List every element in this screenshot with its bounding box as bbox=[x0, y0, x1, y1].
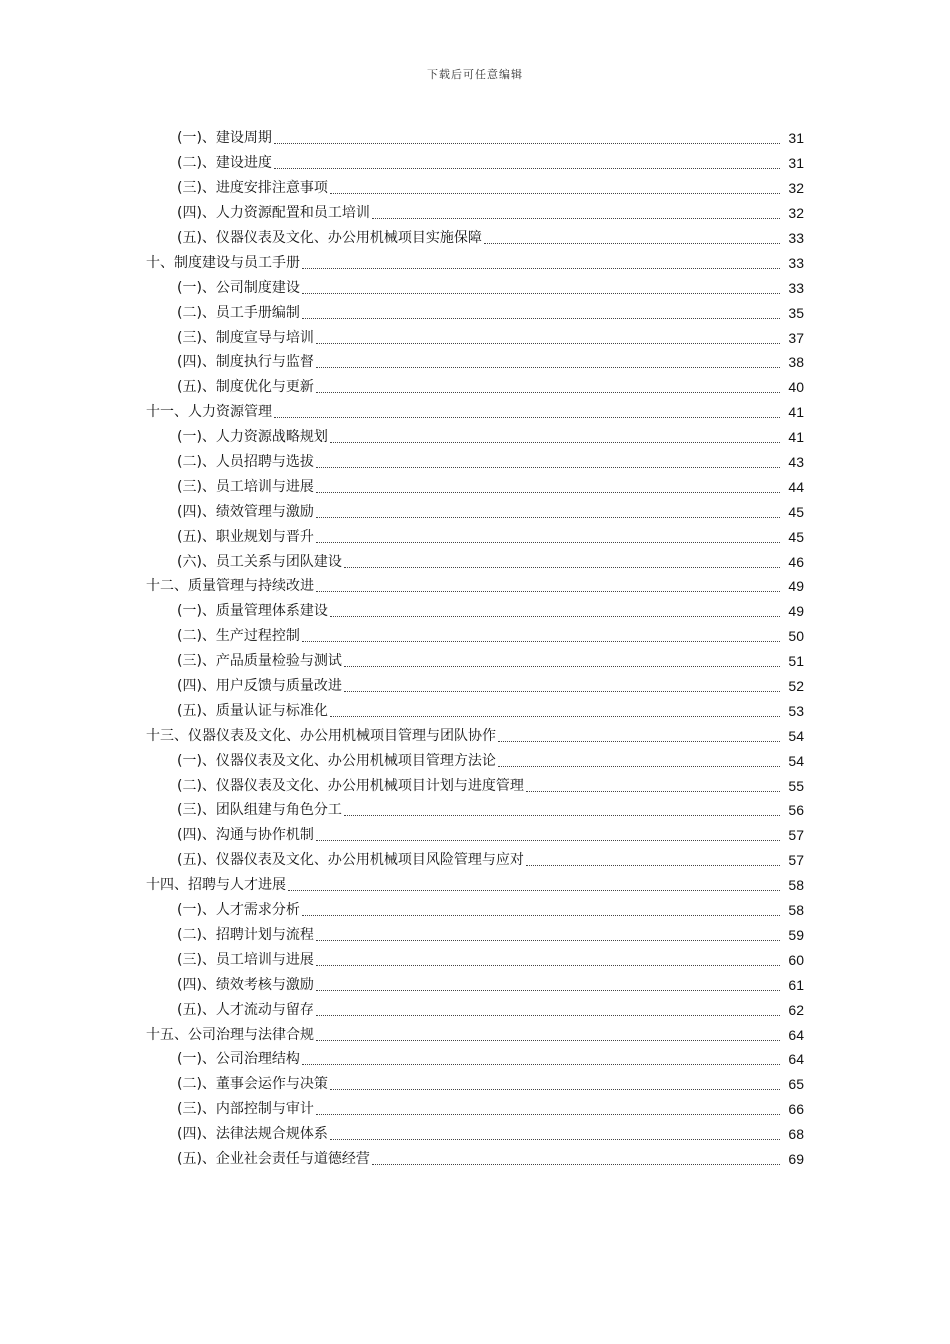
toc-section-entry[interactable] bbox=[0, 997, 950, 1022]
dot-leader bbox=[344, 690, 780, 692]
toc-page-number: 57 bbox=[788, 852, 804, 869]
dot-leader bbox=[316, 491, 780, 493]
table-of-contents bbox=[0, 126, 950, 1171]
toc-entry-title: (五)、仪器仪表及文化、办公用机械项目实施保障 bbox=[177, 230, 482, 246]
toc-page-number: 51 bbox=[788, 653, 804, 670]
toc-page-number: 58 bbox=[788, 902, 804, 919]
toc-page-number: 61 bbox=[788, 976, 804, 993]
toc-section-entry[interactable] bbox=[0, 1147, 950, 1172]
toc-chapter-entry[interactable] bbox=[0, 723, 950, 748]
toc-entry-title: (五)、人才流动与留存 bbox=[177, 1001, 314, 1018]
toc-entry-title: (一)、建设周期 bbox=[177, 130, 272, 147]
toc-page-number: 60 bbox=[788, 951, 804, 968]
toc-section-entry[interactable] bbox=[0, 823, 950, 848]
toc-page-number: 41 bbox=[788, 429, 804, 446]
toc-page-number: 64 bbox=[788, 1026, 804, 1043]
toc-page-number: 53 bbox=[788, 702, 804, 719]
dot-leader bbox=[316, 541, 780, 543]
toc-chapter-entry[interactable] bbox=[0, 1022, 950, 1047]
toc-section-entry[interactable] bbox=[0, 1122, 950, 1147]
dot-leader bbox=[330, 715, 780, 717]
toc-entry-title: (三)、产品质量检验与测试 bbox=[177, 653, 342, 670]
toc-page-number: 66 bbox=[788, 1101, 804, 1118]
toc-page-number: 35 bbox=[788, 304, 804, 321]
toc-section-entry[interactable] bbox=[0, 674, 950, 699]
toc-section-entry[interactable] bbox=[0, 350, 950, 375]
toc-page-number: 52 bbox=[788, 678, 804, 695]
toc-entry-title: (三)、员工培训与进展 bbox=[177, 478, 314, 495]
toc-page-number: 50 bbox=[788, 628, 804, 645]
toc-entry-title: (四)、人力资源配置和员工培训 bbox=[177, 205, 370, 222]
toc-page-number: 31 bbox=[788, 155, 804, 172]
dot-leader bbox=[344, 814, 780, 816]
toc-page-number: 45 bbox=[788, 528, 804, 545]
toc-page-number: 38 bbox=[788, 354, 804, 371]
toc-page-number: 43 bbox=[788, 454, 804, 471]
toc-entry-title: (四)、用户反馈与质量改进 bbox=[177, 678, 342, 695]
dot-leader bbox=[330, 192, 780, 194]
toc-entry-title: 十四、招聘与人才进展 bbox=[146, 877, 286, 894]
toc-entry-title: (二)、仪器仪表及文化、办公用机械项目计划与进度管理 bbox=[177, 777, 524, 794]
toc-section-entry[interactable] bbox=[0, 226, 950, 251]
toc-page-number: 64 bbox=[788, 1051, 804, 1068]
toc-page-number: 59 bbox=[788, 926, 804, 943]
dot-leader bbox=[288, 889, 780, 891]
dot-leader bbox=[316, 989, 780, 991]
toc-entry-title: (一)、人才需求分析 bbox=[177, 902, 300, 919]
toc-page-number: 31 bbox=[788, 130, 804, 147]
dot-leader bbox=[316, 391, 780, 393]
toc-section-entry[interactable] bbox=[0, 524, 950, 549]
toc-entry-title: 十二、质量管理与持续改进 bbox=[146, 578, 314, 595]
dot-leader bbox=[302, 914, 780, 916]
toc-page-number: 33 bbox=[788, 230, 804, 246]
dot-leader bbox=[344, 665, 780, 667]
toc-entry-title: (一)、公司制度建设 bbox=[177, 279, 300, 296]
toc-page-number: 46 bbox=[788, 553, 804, 570]
toc-entry-title: (二)、生产过程控制 bbox=[177, 628, 300, 645]
dot-leader bbox=[330, 615, 780, 617]
toc-section-entry[interactable] bbox=[0, 375, 950, 400]
toc-entry-title: (五)、质量认证与标准化 bbox=[177, 702, 328, 719]
dot-leader bbox=[498, 765, 780, 767]
toc-page-number: 54 bbox=[788, 727, 804, 744]
dot-leader bbox=[302, 317, 780, 319]
toc-entry-title: 十一、人力资源管理 bbox=[146, 404, 272, 421]
dot-leader bbox=[316, 590, 780, 592]
toc-section-entry[interactable] bbox=[0, 848, 950, 873]
toc-page-number: 57 bbox=[788, 827, 804, 844]
toc-section-entry[interactable] bbox=[0, 499, 950, 524]
dot-leader bbox=[316, 342, 780, 344]
dot-leader bbox=[316, 964, 780, 966]
toc-entry-title: (三)、内部控制与审计 bbox=[177, 1101, 314, 1118]
dot-leader bbox=[498, 740, 780, 742]
toc-entry-title: (三)、员工培训与进展 bbox=[177, 951, 314, 968]
toc-entry-title: (五)、仪器仪表及文化、办公用机械项目风险管理与应对 bbox=[177, 852, 524, 869]
toc-page-number: 68 bbox=[788, 1126, 804, 1143]
toc-entry-title: (六)、员工关系与团队建设 bbox=[177, 553, 342, 570]
toc-section-entry[interactable] bbox=[0, 773, 950, 798]
toc-page-number: 65 bbox=[788, 1076, 804, 1093]
toc-page-number: 45 bbox=[788, 503, 804, 520]
dot-leader bbox=[302, 292, 780, 294]
toc-section-entry[interactable] bbox=[0, 972, 950, 997]
dot-leader bbox=[302, 640, 780, 642]
dot-leader bbox=[344, 566, 780, 568]
toc-page-number: 49 bbox=[788, 578, 804, 595]
toc-section-entry[interactable] bbox=[0, 474, 950, 499]
toc-section-entry[interactable] bbox=[0, 425, 950, 450]
toc-entry-title: (一)、人力资源战略规划 bbox=[177, 429, 328, 446]
toc-entry-title: (四)、绩效管理与激励 bbox=[177, 503, 314, 520]
toc-page-number: 32 bbox=[788, 205, 804, 222]
dot-leader bbox=[316, 366, 780, 368]
toc-page-number: 69 bbox=[788, 1150, 804, 1167]
dot-leader bbox=[484, 242, 780, 244]
toc-entry-title: (二)、建设进度 bbox=[177, 155, 272, 172]
toc-chapter-entry[interactable] bbox=[0, 250, 950, 275]
toc-entry-title: 十、制度建设与员工手册 bbox=[146, 254, 300, 271]
toc-entry-title: (二)、员工手册编制 bbox=[177, 304, 300, 321]
toc-section-entry[interactable] bbox=[0, 300, 950, 325]
toc-page-number: 56 bbox=[788, 802, 804, 819]
toc-entry-title: (五)、职业规划与晋升 bbox=[177, 528, 314, 545]
toc-section-entry[interactable] bbox=[0, 1047, 950, 1072]
toc-page-number: 58 bbox=[788, 877, 804, 894]
dot-leader bbox=[316, 1039, 780, 1041]
toc-chapter-entry[interactable] bbox=[0, 873, 950, 898]
toc-section-entry[interactable] bbox=[0, 798, 950, 823]
dot-leader bbox=[316, 466, 780, 468]
toc-section-entry[interactable] bbox=[0, 624, 950, 649]
toc-section-entry[interactable] bbox=[0, 748, 950, 773]
toc-section-entry[interactable] bbox=[0, 698, 950, 723]
toc-chapter-entry[interactable] bbox=[0, 574, 950, 599]
toc-page-number: 41 bbox=[788, 404, 804, 421]
toc-section-entry[interactable] bbox=[0, 599, 950, 624]
toc-section-entry[interactable] bbox=[0, 1072, 950, 1097]
dot-leader bbox=[330, 1138, 780, 1140]
dot-leader bbox=[302, 267, 780, 269]
dot-leader bbox=[372, 1163, 780, 1165]
dot-leader bbox=[316, 939, 780, 941]
toc-section-entry[interactable] bbox=[0, 898, 950, 923]
dot-leader bbox=[526, 790, 780, 792]
toc-chapter-entry[interactable] bbox=[0, 400, 950, 425]
toc-entry-title: (三)、团队组建与角色分工 bbox=[177, 802, 342, 819]
toc-page-number: 40 bbox=[788, 379, 804, 396]
toc-entry-title: (二)、董事会运作与决策 bbox=[177, 1076, 328, 1093]
toc-section-entry[interactable] bbox=[0, 649, 950, 674]
toc-section-entry[interactable] bbox=[0, 450, 950, 475]
toc-section-entry[interactable] bbox=[0, 275, 950, 300]
toc-section-entry[interactable] bbox=[0, 325, 950, 350]
toc-page-number: 33 bbox=[788, 279, 804, 296]
toc-entry-title: (四)、绩效考核与激励 bbox=[177, 976, 314, 993]
dot-leader bbox=[274, 167, 780, 169]
dot-leader bbox=[316, 1113, 780, 1115]
toc-entry-title: (一)、公司治理结构 bbox=[177, 1051, 300, 1068]
toc-entry-title: (四)、沟通与协作机制 bbox=[177, 827, 314, 844]
toc-entry-title: (一)、质量管理体系建设 bbox=[177, 603, 328, 620]
toc-entry-title: (四)、法律法规合规体系 bbox=[177, 1126, 328, 1143]
toc-section-entry[interactable] bbox=[0, 947, 950, 972]
dot-leader bbox=[274, 142, 780, 144]
toc-page-number: 37 bbox=[788, 329, 804, 346]
toc-section-entry[interactable] bbox=[0, 549, 950, 574]
page-header: 下载后可任意编辑 bbox=[427, 68, 523, 81]
toc-entry-title: (一)、仪器仪表及文化、办公用机械项目管理方法论 bbox=[177, 752, 496, 769]
toc-section-entry[interactable] bbox=[0, 201, 950, 226]
toc-page-number: 62 bbox=[788, 1001, 804, 1018]
toc-entry-title: (三)、制度宣导与培训 bbox=[177, 329, 314, 346]
dot-leader bbox=[316, 516, 780, 518]
toc-entry-title: (三)、进度安排注意事项 bbox=[177, 180, 328, 197]
toc-page-number: 44 bbox=[788, 478, 804, 495]
dot-leader bbox=[526, 864, 780, 866]
toc-page-number: 55 bbox=[788, 777, 804, 794]
toc-entry-title: (二)、人员招聘与选拔 bbox=[177, 454, 314, 471]
toc-entry-title: (二)、招聘计划与流程 bbox=[177, 926, 314, 943]
dot-leader bbox=[372, 217, 780, 219]
toc-section-entry[interactable] bbox=[0, 126, 950, 151]
toc-section-entry[interactable] bbox=[0, 1097, 950, 1122]
toc-page-number: 54 bbox=[788, 752, 804, 769]
toc-entry-title: 十三、仪器仪表及文化、办公用机械项目管理与团队协作 bbox=[146, 727, 496, 744]
toc-section-entry[interactable] bbox=[0, 923, 950, 948]
toc-page-number: 33 bbox=[788, 254, 804, 271]
toc-page-number: 49 bbox=[788, 603, 804, 620]
toc-entry-title: (四)、制度执行与监督 bbox=[177, 354, 314, 371]
dot-leader bbox=[302, 1063, 780, 1065]
toc-entry-title: (五)、企业社会责任与道德经营 bbox=[177, 1150, 370, 1167]
toc-section-entry[interactable] bbox=[0, 176, 950, 201]
toc-page-number: 32 bbox=[788, 180, 804, 197]
toc-section-entry[interactable] bbox=[0, 151, 950, 176]
dot-leader bbox=[330, 1088, 780, 1090]
dot-leader bbox=[274, 416, 780, 418]
toc-entry-title: (五)、制度优化与更新 bbox=[177, 379, 314, 396]
toc-entry-title: 十五、公司治理与法律合规 bbox=[146, 1026, 314, 1043]
dot-leader bbox=[316, 1014, 780, 1016]
dot-leader bbox=[330, 441, 780, 443]
dot-leader bbox=[316, 839, 780, 841]
